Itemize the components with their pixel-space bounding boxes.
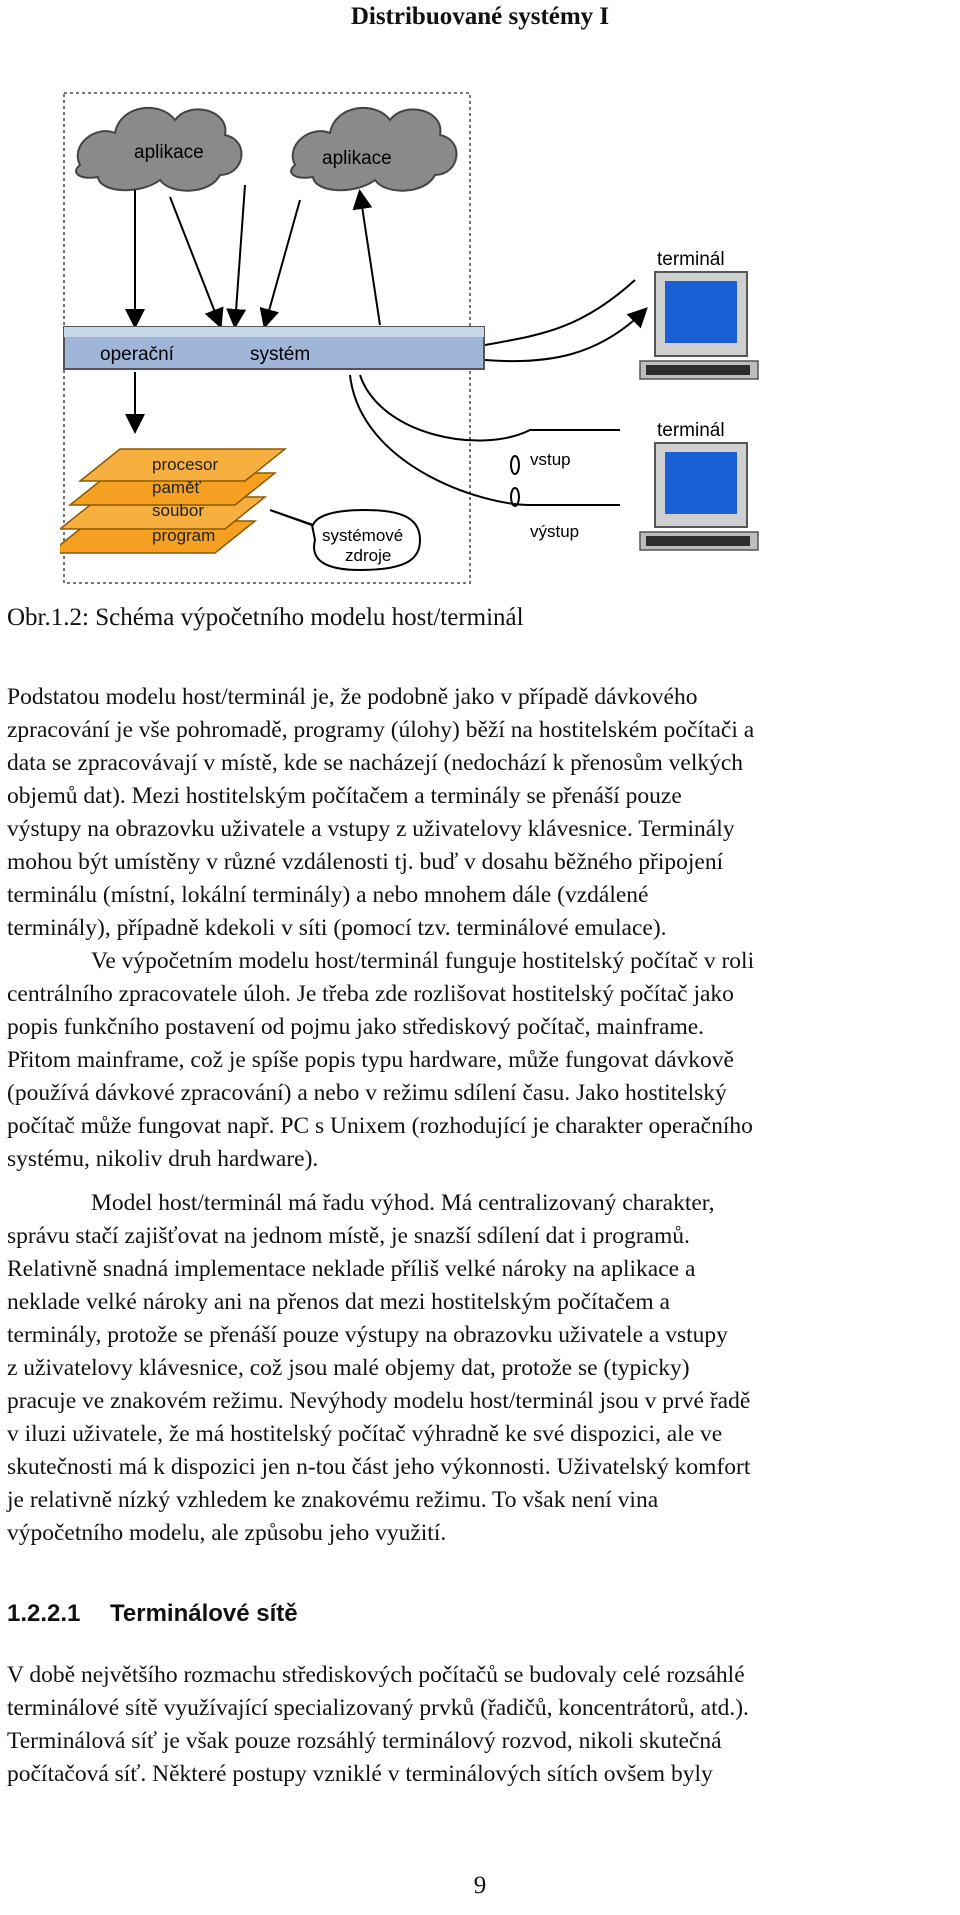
text-line: výpočetního modelu, ale způsobu jeho využití. <box>7 1520 447 1546</box>
text-line: v iluzi uživatele, že má hostitelský počítač výhradně ke své dispozici, ale ve <box>7 1421 723 1447</box>
terminal-1-label: terminál <box>657 249 725 270</box>
stack-item-1: procesor <box>152 455 219 474</box>
text-line: Relativně snadná implementace neklade příliš velké nároky na aplikace a <box>7 1256 696 1282</box>
stack-item-4: program <box>152 526 216 545</box>
page-header: Distribuované systémy I <box>350 3 610 30</box>
text-line: terminály), případně kdekoli v síti (pomocí tzv. terminálové emulace). <box>7 915 667 941</box>
bubble-line-1: systémové <box>322 526 404 545</box>
paragraph-4 <box>7 1659 957 1791</box>
text-line: pracuje ve znakovém režimu. Nevýhody modelu host/terminál jsou v prvé řadě <box>7 1388 751 1414</box>
text-line: terminálové sítě využívající specializovaný prvků (řadičů, koncentrátorů, atd.). <box>7 1695 749 1721</box>
text-line: systému, nikoliv druh hardware). <box>7 1146 319 1172</box>
text-line: data se zpracovávají v místě, kde se nacházejí (nedochází k přenosům velkých <box>7 750 744 776</box>
arrow-diag-1 <box>235 185 245 325</box>
text-line: objemů dat). Mezi hostitelským počítačem a terminály se přenáší pouze <box>7 783 682 809</box>
os-label-2: systém <box>250 344 311 365</box>
arrow-diag-3 <box>170 197 220 325</box>
text-line: správu stačí zajišťovat na jednom místě, je snazší sdílení dat i programů. <box>7 1223 690 1249</box>
text-line: Přitom mainframe, což je spíše popis typu hardware, může fungovat dávkově <box>7 1047 734 1073</box>
text-line: centrálního zpracovatele úloh. Je třeba zde rozlišovat hostitelský počítač jako <box>7 981 734 1007</box>
text-line: terminálu (místní, lokální terminály) a nebo mnohem dále (vzdálené <box>7 882 649 908</box>
text-line: počítač může fungovat např. PC s Unixem (rozhodující je charakter operačního <box>7 1113 753 1139</box>
output-label: výstup <box>530 522 580 541</box>
text-line: popis funkčního postavení od pojmu jako střediskový počítač, mainframe. <box>7 1014 705 1040</box>
text-line: Ve výpočetním modelu host/terminál funguje hostitelský počítač v roli <box>91 948 755 974</box>
section-heading <box>7 1597 298 1631</box>
text-line: mohou být umístěny v různé vzdálenosti tj. buď v dosahu běžného připojení <box>7 849 724 875</box>
os-label-1: operační <box>100 344 174 365</box>
text-line: V době největšího rozmachu střediskových počítačů se budovaly celé rozsáhlé <box>7 1662 745 1688</box>
text-line: výstupy na obrazovku uživatele a vstupy z uživatelovy klávesnice. Terminály <box>7 816 735 842</box>
text-line: terminály, protože se přenáší pouze výstupy na obrazovku uživatele a vstupy <box>7 1322 728 1348</box>
stack-item-2: paměť <box>152 478 201 497</box>
section-title: Terminálové sítě <box>110 1600 298 1627</box>
text-line: skutečnosti má k dispozici jen n-tou část jeho výkonnosti. Uživatelský komfort <box>7 1454 751 1480</box>
cloud-right-label: aplikace <box>322 148 392 169</box>
paragraph-3 <box>7 1187 957 1550</box>
curve-to-terminal-2 <box>360 375 620 441</box>
terminal-1-icon <box>640 272 758 379</box>
host-terminal-diagram <box>60 85 760 595</box>
stack-item-3: soubor <box>152 501 204 520</box>
text-line: z uživatelovy klávesnice, což jsou malé objemy dat, protože se (typicky) <box>7 1355 690 1381</box>
text-line: zpracování je vše pohromadě, programy (úlohy) běží na hostitelském počítači a <box>7 717 755 743</box>
paragraph-2 <box>7 945 957 1176</box>
curve-to-terminal-1b <box>485 310 645 361</box>
cloud-left-label: aplikace <box>134 142 204 163</box>
arrow-diag-2 <box>265 200 300 325</box>
arrow-right-up <box>360 193 380 325</box>
text-line: Model host/terminál má řadu výhod. Má centralizovaný charakter, <box>91 1190 715 1216</box>
text-line: Terminálová síť je však pouze rozsáhlý terminálový rozvod, nikoli skutečná <box>7 1728 722 1754</box>
section-number: 1.2.2.1 <box>7 1600 81 1627</box>
terminal-2-icon <box>640 443 758 550</box>
input-label: vstup <box>530 450 571 469</box>
paragraph-1 <box>7 681 957 945</box>
text-line: Podstatou modelu host/terminál je, že podobně jako v případě dávkového <box>7 684 698 710</box>
bubble-line-2: zdroje <box>345 546 392 565</box>
terminal-2-label: terminál <box>657 420 725 441</box>
text-line: počítačová síť. Některé postupy vzniklé v terminálových sítích ovšem byly <box>7 1761 713 1787</box>
figure-caption: Obr.1.2: Schéma výpočetního modelu host/terminál <box>7 604 524 631</box>
text-line: neklade velké nároky ani na přenos dat mezi hostitelským počítačem a <box>7 1289 670 1315</box>
text-line: (používá dávkové zpracování) a nebo v režimu sdílení času. Jako hostitelský <box>7 1080 727 1106</box>
text-line: je relativně nízký vzhledem ke znakovému režimu. To však není vina <box>7 1487 659 1513</box>
page-number: 9 <box>473 1872 487 1899</box>
